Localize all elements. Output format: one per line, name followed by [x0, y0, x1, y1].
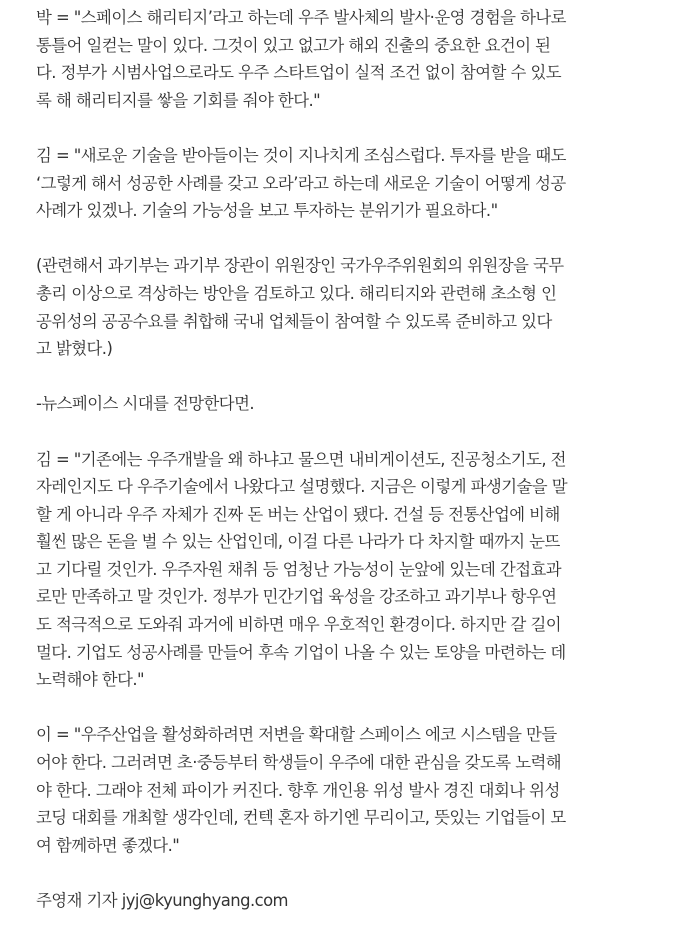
- paragraph-line: 어야 한다. 그러려면 초·중등부터 학생들이 우주에 대한 관심을 갖도록 노력해: [36, 753, 562, 773]
- paragraph-line: 도 적극적으로 도와줘 과거에 비하면 매우 우호적인 환경이다. 하지만 갈 길이: [36, 615, 562, 635]
- paragraph-spacer: [36, 225, 685, 253]
- paragraph-line: 총리 이상으로 격상하는 방안을 검토하고 있다. 해리티지와 관련해 초소형 인: [36, 283, 557, 303]
- paragraph-line: 박 = "스페이스 해리티지’라고 하는데 우주 발사체의 발사·운영 경험을 하나로: [36, 8, 566, 27]
- reporter-byline: 주영재 기자 jyj@kyunghyang.com: [36, 891, 288, 910]
- paragraph-line: 김 = "기존에는 우주개발을 왜 하냐고 물으면 내비게이션도, 진공청소기도, 전: [36, 449, 566, 469]
- paragraph-line: 할 게 아니라 우주 자체가 진짜 돈 버는 산업이 됐다. 건설 등 전통산업에 비해: [36, 504, 560, 524]
- article-paragraph: [36, 252, 654, 362]
- paragraph-line: 자레인지도 다 우주기술에서 나왔다고 설명했다. 지금은 이렇게 파생기술을 말: [36, 477, 568, 497]
- paragraph-line: 멀다. 기업도 성공사례를 만들어 후속 기업이 나올 수 있는 토양을 마련하는 데: [36, 642, 566, 662]
- paragraph-spacer: [36, 859, 685, 887]
- article-paragraph: [36, 721, 654, 859]
- paragraph-line: 고 밝혔다.): [36, 339, 113, 359]
- article-paragraph: [36, 446, 654, 694]
- paragraph-line: 훨씬 많은 돈을 벌 수 있는 산업인데, 이걸 다른 나라가 다 차지할 때까지 눈뜨: [36, 532, 560, 552]
- article-paragraph: [36, 142, 654, 225]
- paragraph-line: 통틀어 일컫는 말이 있다. 그것이 있고 없고가 해외 진출의 중요한 요건이 된: [36, 35, 551, 55]
- paragraph-spacer: [36, 694, 685, 722]
- paragraph-line: 여 함께하면 좋겠다.": [36, 835, 180, 855]
- paragraph-spacer: [36, 363, 685, 391]
- paragraph-line: 코딩 대회를 개최할 생각인데, 컨텍 혼자 하기엔 무리이고, 뜻있는 기업들이 모: [36, 808, 566, 828]
- paragraph-line: 공위성의 공공수요를 취합해 국내 업체들이 참여할 수 있도록 준비하고 있다: [36, 311, 552, 331]
- paragraph-line: 다. 정부가 시범사업으로라도 우주 스타트업이 실적 조건 없이 참여할 수 있도: [36, 63, 562, 83]
- paragraph-line: 노력해야 한다.": [36, 670, 145, 690]
- paragraph-line: 고 기다릴 것인가. 우주자원 채취 등 엄청난 가능성이 눈앞에 있는데 간접효과: [36, 559, 562, 579]
- paragraph-line: 사례가 있겠나. 기술의 가능성을 보고 투자하는 분위기가 필요하다.": [36, 201, 498, 221]
- paragraph-line: 야 한다. 그래야 전체 파이가 커진다. 향후 개인용 위성 발사 경진 대회나 위성: [36, 780, 560, 800]
- paragraph-line: 김 = "새로운 기술을 받아들이는 것이 지나치게 조심스럽다. 투자를 받을 때도: [36, 145, 566, 165]
- interview-question: [36, 390, 654, 418]
- paragraph-line: 록 해 해리티지를 쌓을 기회를 줘야 한다.": [36, 90, 321, 110]
- paragraph-line: (관련해서 과기부는 과기부 장관이 위원장인 국가우주위원회의 위원장을 국무: [36, 256, 564, 276]
- paragraph-spacer: [36, 114, 685, 142]
- paragraph-line: ‘그렇게 해서 성공한 사례를 갖고 오라’라고 하는데 새로운 기술이 어떻게 성공: [36, 173, 566, 193]
- paragraph-line: -뉴스페이스 시대를 전망한다면.: [36, 394, 255, 414]
- article-paragraph: [36, 4, 654, 114]
- paragraph-line: 이 = "우주산업을 활성화하려면 저변을 확대할 스페이스 에코 시스템을 만들: [36, 725, 557, 745]
- paragraph-line: 로만 만족하고 말 것인가. 정부가 민간기업 육성을 강조하고 과기부나 항우연: [36, 587, 557, 607]
- article-body: [0, 4, 685, 915]
- paragraph-spacer: [36, 418, 685, 446]
